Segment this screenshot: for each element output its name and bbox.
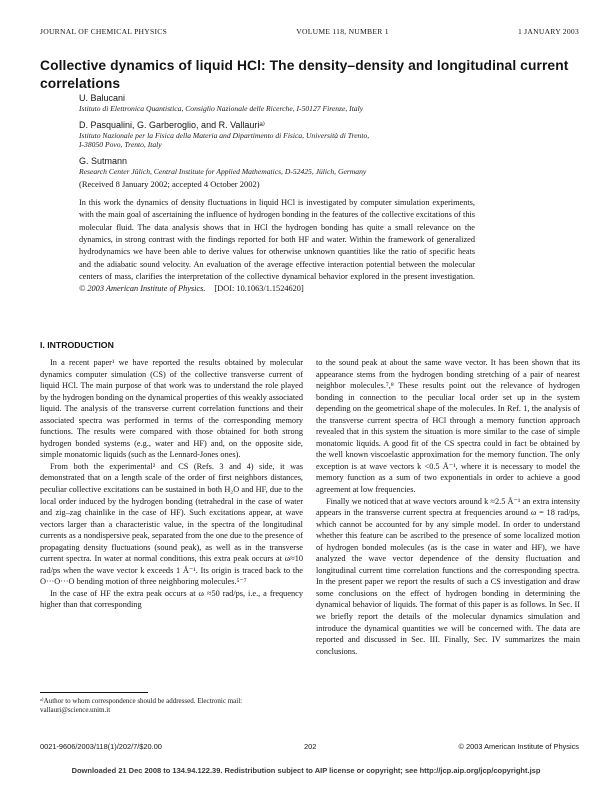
issn-code: 0021-9606/2003/118(1)/202/7/$20.00: [40, 742, 162, 751]
column-right: [316, 357, 580, 657]
journal-name: JOURNAL OF CHEMICAL PHYSICS: [40, 27, 168, 36]
corresponding-author-footnote: [40, 692, 303, 716]
running-head: [40, 27, 579, 36]
footnote-text: ᵃ⁾Author to whom correspondence should be addressed. Electronic mail: vallauri@science.unitn.it: [40, 697, 243, 715]
issue-date: 1 JANUARY 2003: [517, 27, 579, 36]
body-paragraph: From both the experimental² and CS (Refs. 3 and 4) side, it was demonstrated that on a length scale of the order of first neighbors distances, peculiar collective excitations can be sustained in both H₂O and HF, due to the local order induced by the hydrogen bonding (tetrahedral in the case of water and zig–zag chainlike in the case of HF). Such excitations appear, at wave vectors larger than a characteristic value, in the spectra of the longitudinal currents as a nondispersive peak, separated from the one due to the presence of propagating density fluctuations (sound peak), as well as in the transverse current spectra. In water at normal conditions, this extra peak occurs at ω≈10 rad/ps when the wave vector k exceeds 1 Å⁻¹. Its origin is traced back to the O···O···O bending motion of three neighboring molecules.⁵⁻⁷: [40, 461, 303, 587]
column-left: [40, 357, 303, 611]
abstract: [79, 197, 475, 296]
footnote-divider: [40, 692, 148, 693]
body-paragraph: Finally we noticed that at wave vectors around k ≈2.5 Å⁻¹ an extra intensity appears in the transverse current spectra at frequencies around ω = 18 rad/ps, which cannot be accounted for by any simple model. In order to understand whether this feature can be ascribed to the presence of some localized motion of hydrogen bonded molecules (as is the case in water and HF), we have analyzed the wave vector dependence of the density fluctuation and longitudinal current time correlation functions and the corresponding spectra. In the present paper we report the results of such a CS investigation and draw some conclusions on the effect of hydrogen bonding in determining the dynamical behavior of liquids. The format of this paper is as follows. In Sec. II we briefly report the details of the molecular dynamics simulation and introduce the dynamical quantities we will be concerned with. The data are reported and discussed in Sec. III. Finally, Sec. IV summarizes the main conclusions.: [316, 496, 580, 656]
author-name: G. Sutmann: [79, 155, 128, 166]
abstract-text: In this work the dynamics of density fluctuations in liquid HCl is investigated by computer simulation experiments, with the main goal of ascertaining the influence of hydrogen bonding in the features of the collective excitations of this molecular fluid. The data analysis shows that in HCl the hydrogen bonding has quite a small relevance on the dynamics, in strong contrast with the findings reported for both HF and water. Within the framework of generalized hydrodynamics we have been able to derive values for otherwise unknown quantities like the ratio of specific heats and the adiabatic sound velocity. An evaluation of the average effective interaction potential between the molecular centers of mass, clarifies the interpretation of the collective dynamical behavior explored in the present investigation.: [79, 198, 475, 282]
author-affiliation: Istituto Nazionale per la Fisica della Materia and Dipartimento di Fisica, Università di Trento,: [79, 130, 370, 140]
abstract-copyright: © 2003 American Institute of Physics.: [79, 284, 206, 294]
body-paragraph: In a recent paper¹ we have reported the results obtained by molecular dynamics computer simulation (CS) of the collective transverse current of liquid HCl. The main purpose of that work was to understand the role played by the hydrogen bonding on the dynamical properties of this weakly associated liquid. The analysis of the transverse current correlation functions and their associated spectra was performed in terms of the corresponding memory functions. The results were compared with those obtained for both strong hydrogen bonded systems (e.g., water and HF) and, on the opposite side, simple monatomic liquids (such as the Lennard-Jones ones).: [40, 358, 303, 460]
author-affiliation: Research Center Jülich, Central Institute for Applied Mathematics, D-52425, Jülich, Germany: [79, 166, 367, 176]
author-affiliation: I-38050 Povo, Trento, Italy: [79, 140, 162, 150]
abstract-doi: [DOI: 10.1063/1.1524620]: [214, 284, 304, 294]
section-heading-introduction: I. INTRODUCTION: [40, 340, 114, 350]
volume-number: VOLUME 118, NUMBER 1: [296, 27, 389, 36]
author-sutmann: [79, 156, 569, 177]
author-pasqualini-garberoglio-vallauri: [79, 120, 569, 150]
author-name: U. Balucani: [79, 93, 126, 103]
page-footer: [40, 742, 579, 751]
author-name: D. Pasqualini, G. Garberoglio, and R. Vallauriᵃ⁾: [79, 119, 265, 130]
page-number: 202: [304, 742, 317, 751]
download-notice: Downloaded 21 Dec 2008 to 134.94.122.39. Redistribution subject to AIP license or copyright; see http://jcp.aip.org/jcp/copyright.jsp: [71, 766, 541, 775]
body-paragraph: In the case of HF the extra peak occurs at ω ≈50 rad/ps, i.e., a frequency higher than that corresponding: [40, 588, 303, 610]
author-block: [79, 93, 569, 176]
paper-title: Collective dynamics of liquid HCl: The density–density and longitudinal current correlations: [40, 58, 569, 91]
author-balucani: [79, 93, 569, 114]
footer-copyright: © 2003 American Institute of Physics: [458, 742, 579, 751]
body-paragraph: to the sound peak at about the same wave vector. It has been shown that its appearance stems from the hydrogen bonding stretching of a pair of nearest neighbor molecules.⁷,⁸ These results point out the relevance of hydrogen bonding in connection to the peculiar local order set up in the system depending on the geometrical shape of the molecules. In Ref. 1, the analysis of the transverse current spectra of HCl through a memory function approach revealed that in this system the situation is more similar to the case of simple monatomic liquids. A good fit of the CS spectra could in fact be obtained by the well known viscoelastic approximation for the memory function. The only exception is at wave vectors k <0.5 Å⁻¹, where it is necessary to model the memory function as a sum of two exponentials in order to achieve a good agreement at low frequencies.: [316, 358, 580, 495]
author-affiliation: Istituto di Elettronica Quantistica, Consiglio Nazionale delle Ricerche, I-50127 Firenze, Italy: [79, 104, 364, 113]
received-line: (Received 8 January 2002; accepted 4 October 2002): [79, 179, 260, 189]
